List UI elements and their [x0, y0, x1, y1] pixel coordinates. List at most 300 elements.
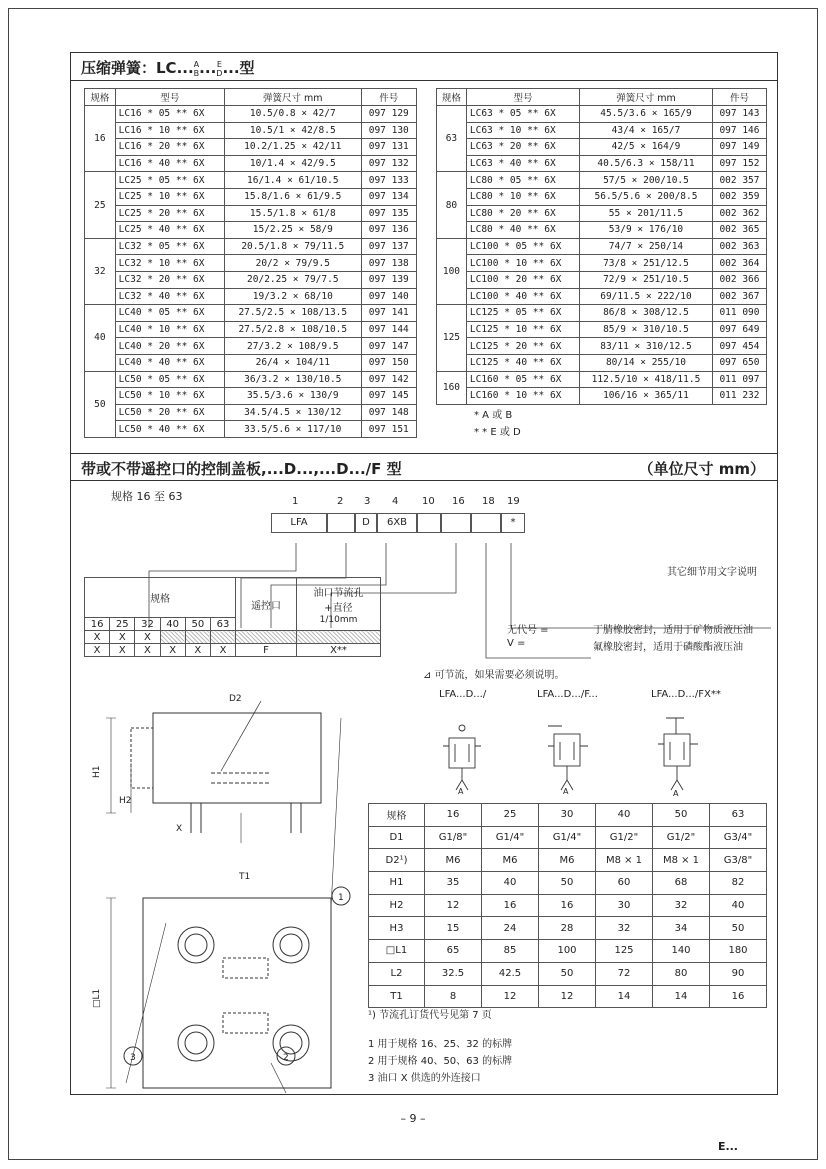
part-no-cell: 097 130: [361, 122, 417, 139]
note-e-d: * * E 或 D: [474, 427, 521, 438]
dim-cell: H2: [369, 894, 425, 917]
code-box: D: [355, 513, 377, 533]
table-row: [437, 139, 767, 156]
table-row: [437, 172, 767, 189]
dim-cell: 32: [653, 894, 710, 917]
dim-cell: 30: [539, 804, 596, 827]
unit-label: （单位尺寸 mm）: [638, 460, 765, 478]
table-row: [369, 940, 767, 963]
model-cell: LC125 * 05 ** 6X: [466, 305, 579, 322]
code-box: *: [501, 513, 525, 533]
content-frame: [70, 52, 778, 1095]
dim-cell: 63: [710, 804, 767, 827]
table-row: [85, 155, 417, 172]
model-cell: LC16 * 40 ** 6X: [115, 155, 224, 172]
dim-cell: 60: [596, 872, 653, 895]
dim-cell: 30: [596, 894, 653, 917]
table-row: [85, 139, 417, 156]
model-cell: LC25 * 40 ** 6X: [115, 222, 224, 239]
spring-dim-cell: 33.5/5.6 × 117/10: [225, 421, 361, 438]
model-cell: LC32 * 40 ** 6X: [115, 288, 224, 305]
model-cell: LC16 * 05 ** 6X: [115, 106, 224, 123]
spring-dim-cell: 112.5/10 × 418/11.5: [580, 371, 713, 388]
code-option-cell: X: [85, 631, 110, 644]
spring-dim-cell: 10.2/1.25 × 42/11: [225, 139, 361, 156]
code-option-cell: X: [135, 644, 160, 657]
model-cell: LC25 * 20 ** 6X: [115, 205, 224, 222]
table-row: [85, 338, 417, 355]
table-row: [369, 804, 767, 827]
dim-cell: G1/2": [596, 826, 653, 849]
code-size-cell: 63: [210, 618, 235, 631]
part-no-cell: 002 363: [712, 238, 766, 255]
dim-cell: G3/4": [710, 826, 767, 849]
model-cell: LC25 * 05 ** 6X: [115, 172, 224, 189]
part-no-cell: 002 367: [712, 288, 766, 305]
model-cell: LC100 * 20 ** 6X: [466, 271, 579, 288]
model-cell: LC63 * 05 ** 6X: [466, 106, 579, 123]
dim-cell: 125: [596, 940, 653, 963]
header-cell: 件号: [712, 89, 766, 106]
table-row: [437, 222, 767, 239]
spring-dim-cell: 20/2.25 × 79/7.5: [225, 271, 361, 288]
header-cell: 弹簧尺寸 mm: [580, 89, 713, 106]
part-no-cell: 097 131: [361, 139, 417, 156]
code-remote-header: 遥控口: [236, 578, 297, 631]
code-position-number: 18: [482, 496, 495, 507]
dim-cell: H1: [369, 872, 425, 895]
size-cell: 25: [85, 172, 116, 238]
code-size-header: 规格: [85, 578, 236, 618]
label-t1: T1: [239, 872, 251, 882]
dim-cell: □L1: [369, 940, 425, 963]
dim-cell: 100: [539, 940, 596, 963]
part-no-cell: 097 147: [361, 338, 417, 355]
code-position-number: 2: [337, 496, 344, 507]
code-orifice-cell: X**: [297, 644, 381, 657]
table-row: [437, 255, 767, 272]
dim-cell: M6: [539, 849, 596, 872]
dim-cell: G1/8": [425, 826, 482, 849]
code-size-cell: 16: [85, 618, 110, 631]
spring-dim-cell: 36/3.2 × 130/10.5: [225, 371, 361, 388]
table-row: [85, 238, 417, 255]
code-option-cell: [160, 631, 185, 644]
model-cell: LC50 * 10 ** 6X: [115, 388, 224, 405]
table-row: [85, 421, 417, 438]
model-cell: LC50 * 40 ** 6X: [115, 421, 224, 438]
code-option-cell: X: [185, 644, 210, 657]
spring-dim-cell: 16/1.4 × 61/10.5: [225, 172, 361, 189]
part-no-cell: 097 138: [361, 255, 417, 272]
dim-cell: 16: [539, 894, 596, 917]
table-row: [437, 388, 767, 405]
spring-dim-cell: 35.5/3.6 × 130/9: [225, 388, 361, 405]
part-no-cell: 097 136: [361, 222, 417, 239]
table-row: [437, 188, 767, 205]
corner-mark: E...: [717, 1140, 738, 1153]
table-row: [85, 222, 417, 239]
dim-cell: 82: [710, 872, 767, 895]
part-no-cell: 097 149: [712, 139, 766, 156]
throttle-note: ⊿ 可节流，如果需要必须说明。: [423, 670, 565, 681]
code-box: [471, 513, 501, 533]
label-x: X: [176, 824, 183, 834]
spring-table-right: [436, 88, 767, 405]
part-no-cell: 002 362: [712, 205, 766, 222]
table-row: [437, 106, 767, 123]
code-position-number: 19: [507, 496, 520, 507]
dim-cell: 80: [653, 962, 710, 985]
dim-cell: D2¹): [369, 849, 425, 872]
code-option-cell: X: [160, 644, 185, 657]
part-no-cell: 097 151: [361, 421, 417, 438]
code-size-cell: 32: [135, 618, 160, 631]
part-no-cell: 097 152: [712, 155, 766, 172]
footnote-item: 2 用于规格 40、50、63 的标牌: [368, 1056, 513, 1067]
table-row: [85, 106, 417, 123]
part-no-cell: 097 135: [361, 205, 417, 222]
part-no-cell: 097 139: [361, 271, 417, 288]
part-no-cell: 097 144: [361, 321, 417, 338]
spring-dim-cell: 15.8/1.6 × 61/9.5: [225, 188, 361, 205]
table-row: [369, 917, 767, 940]
spring-table-left: [84, 88, 417, 438]
other-details-label: 其它细节用文字说明: [667, 567, 757, 578]
model-cell: LC40 * 10 ** 6X: [115, 321, 224, 338]
spring-dim-cell: 40.5/6.3 × 158/11: [580, 155, 713, 172]
label-h1: H1: [92, 765, 102, 778]
page-number: – 9 –: [400, 1112, 426, 1125]
size-cell: 63: [437, 106, 467, 172]
header-cell: 型号: [115, 89, 224, 106]
dim-cell: 72: [596, 962, 653, 985]
table-row: [85, 305, 417, 322]
dim-cell: 28: [539, 917, 596, 940]
model-cell: LC125 * 40 ** 6X: [466, 354, 579, 371]
size-cell: 40: [85, 305, 116, 371]
model-cell: LC40 * 05 ** 6X: [115, 305, 224, 322]
model-cell: LC50 * 20 ** 6X: [115, 404, 224, 421]
table-row: [369, 872, 767, 895]
model-cell: LC32 * 05 ** 6X: [115, 238, 224, 255]
model-cell: LC40 * 40 ** 6X: [115, 354, 224, 371]
part-no-cell: 097 132: [361, 155, 417, 172]
code-position-number: 10: [422, 496, 435, 507]
table-row: [437, 288, 767, 305]
dim-cell: 40: [596, 804, 653, 827]
variant-symbols: [431, 708, 771, 798]
part-no-cell: 097 145: [361, 388, 417, 405]
model-cell: LC80 * 10 ** 6X: [466, 188, 579, 205]
table-row: [85, 354, 417, 371]
spring-dim-cell: 27.5/2.8 × 108/10.5: [225, 321, 361, 338]
table-row: [437, 371, 767, 388]
header-cell: 规格: [85, 89, 116, 106]
model-cell: LC80 * 05 ** 6X: [466, 172, 579, 189]
spring-dim-cell: 86/8 × 308/12.5: [580, 305, 713, 322]
dim-cell: 34: [653, 917, 710, 940]
model-cell: LC63 * 10 ** 6X: [466, 122, 579, 139]
model-cell: LC160 * 10 ** 6X: [466, 388, 579, 405]
table-row: [85, 172, 417, 189]
table-row: [369, 826, 767, 849]
label-l1: □L1: [92, 988, 102, 1008]
part-no-cell: 097 141: [361, 305, 417, 322]
spring-dim-cell: 34.5/4.5 × 130/12: [225, 404, 361, 421]
header-cell: 件号: [361, 89, 417, 106]
variant-label: LFA...D.../F...: [537, 689, 598, 700]
dim-cell: 68: [653, 872, 710, 895]
spring-dim-cell: 57/5 × 200/10.5: [580, 172, 713, 189]
spring-dim-cell: 10.5/1 × 42/8.5: [225, 122, 361, 139]
dim-cell: 50: [710, 917, 767, 940]
dim-cell: 15: [425, 917, 482, 940]
dim-cell: 90: [710, 962, 767, 985]
part-no-cell: 097 133: [361, 172, 417, 189]
model-cell: LC80 * 40 ** 6X: [466, 222, 579, 239]
spring-dim-cell: 20/2 × 79/9.5: [225, 255, 361, 272]
dim-cell: G1/4": [482, 826, 539, 849]
spring-dim-cell: 69/11.5 × 222/10: [580, 288, 713, 305]
seal-none-desc: 丁腈橡胶密封，适用于矿物质液压油: [593, 625, 753, 636]
table-row: [85, 255, 417, 272]
part-no-cell: 002 357: [712, 172, 766, 189]
model-cell: LC63 * 20 ** 6X: [466, 139, 579, 156]
dim-cell: 65: [425, 940, 482, 963]
table-row: [369, 894, 767, 917]
table-row: [85, 288, 417, 305]
part-no-cell: 002 364: [712, 255, 766, 272]
dim-cell: 42.5: [482, 962, 539, 985]
seal-v-code: V =: [507, 638, 526, 649]
part-no-cell: 097 150: [361, 354, 417, 371]
table-row: [369, 962, 767, 985]
spring-dim-cell: 10/1.4 × 42/9.5: [225, 155, 361, 172]
spring-dim-cell: 15.5/1.8 × 61/8: [225, 205, 361, 222]
part-no-cell: 097 140: [361, 288, 417, 305]
dim-cell: 32: [596, 917, 653, 940]
code-option-cell: X: [110, 644, 135, 657]
dim-cell: 16: [425, 804, 482, 827]
spring-dim-cell: 106/16 × 365/11: [580, 388, 713, 405]
table-row: [369, 985, 767, 1008]
part-no-cell: 097 649: [712, 321, 766, 338]
table-row: [437, 122, 767, 139]
code-table: [84, 577, 381, 657]
table-row: [437, 205, 767, 222]
code-option-cell: X: [210, 644, 235, 657]
dim-cell: 12: [482, 985, 539, 1008]
model-cell: LC32 * 10 ** 6X: [115, 255, 224, 272]
dim-cell: L2: [369, 962, 425, 985]
code-box: [441, 513, 471, 533]
code-orifice-cell: [297, 631, 381, 644]
spring-dim-cell: 80/14 × 255/10: [580, 354, 713, 371]
code-position-number: 3: [364, 496, 371, 507]
table-row: [437, 238, 767, 255]
spring-dim-cell: 85/9 × 310/10.5: [580, 321, 713, 338]
table-row: [85, 271, 417, 288]
dim-cell: 24: [482, 917, 539, 940]
code-option-cell: [185, 631, 210, 644]
model-cell: LC63 * 40 ** 6X: [466, 155, 579, 172]
spring-dim-cell: 74/7 × 250/14: [580, 238, 713, 255]
size-cell: 50: [85, 371, 116, 437]
dim-cell: D1: [369, 826, 425, 849]
part-no-cell: 011 090: [712, 305, 766, 322]
part-no-cell: 097 143: [712, 106, 766, 123]
part-no-cell: 097 129: [361, 106, 417, 123]
table-row: [85, 404, 417, 421]
model-cell: LC125 * 10 ** 6X: [466, 321, 579, 338]
dim-cell: 25: [482, 804, 539, 827]
spring-dim-cell: 73/8 × 251/12.5: [580, 255, 713, 272]
size-cell: 160: [437, 371, 467, 404]
spring-dim-cell: 45.5/3.6 × 165/9: [580, 106, 713, 123]
size-cell: 32: [85, 238, 116, 304]
dim-cell: 16: [482, 894, 539, 917]
spring-dim-cell: 42/5 × 164/9: [580, 139, 713, 156]
note-a-b: * A 或 B: [474, 410, 513, 421]
dim-cell: 85: [482, 940, 539, 963]
dim-cell: 50: [539, 962, 596, 985]
variant-label: LFA...D.../FX**: [651, 689, 721, 700]
port-a-3: A: [673, 789, 679, 798]
dim-cell: M8 × 1: [653, 849, 710, 872]
size-cell: 100: [437, 238, 467, 304]
size-cell: 16: [85, 106, 116, 172]
table-row: [85, 321, 417, 338]
spring-dim-cell: 26/4 × 104/11: [225, 354, 361, 371]
model-cell: LC32 * 20 ** 6X: [115, 271, 224, 288]
orifice-footnote: ¹) 节流孔订货代号见第 7 页: [368, 1010, 492, 1021]
table-row: [437, 354, 767, 371]
dim-cell: T1: [369, 985, 425, 1008]
size-cell: 125: [437, 305, 467, 371]
part-no-cell: 097 146: [712, 122, 766, 139]
code-box: [327, 513, 355, 533]
section1-title: 压缩弹簧：LC...A B...E D...型: [71, 53, 777, 81]
table-row: [85, 188, 417, 205]
dim-cell: 14: [653, 985, 710, 1008]
model-cell: LC16 * 20 ** 6X: [115, 139, 224, 156]
code-position-number: 16: [452, 496, 465, 507]
model-cell: LC50 * 05 ** 6X: [115, 371, 224, 388]
header-cell: 弹簧尺寸 mm: [225, 89, 361, 106]
model-cell: LC125 * 20 ** 6X: [466, 338, 579, 355]
code-option-cell: X: [110, 631, 135, 644]
model-cell: LC80 * 20 ** 6X: [466, 205, 579, 222]
dim-cell: M6: [425, 849, 482, 872]
port-a-2: A: [563, 787, 569, 796]
model-cell: LC100 * 10 ** 6X: [466, 255, 579, 272]
code-position-number: 1: [292, 496, 299, 507]
part-no-cell: 002 366: [712, 271, 766, 288]
dim-cell: G1/2": [653, 826, 710, 849]
dim-cell: 140: [653, 940, 710, 963]
dim-cell: 180: [710, 940, 767, 963]
label-d2: D2: [229, 694, 242, 704]
code-size-cell: 40: [160, 618, 185, 631]
part-no-cell: 011 232: [712, 388, 766, 405]
part-no-cell: 002 359: [712, 188, 766, 205]
spring-dim-cell: 72/9 × 251/10.5: [580, 271, 713, 288]
code-option-cell: X: [85, 644, 110, 657]
dim-cell: 50: [653, 804, 710, 827]
spring-dim-cell: 43/4 × 165/7: [580, 122, 713, 139]
code-orifice-header: 油口节流孔 +直径 1/10mm: [297, 578, 381, 631]
code-option-cell: X: [135, 631, 160, 644]
variant-label: LFA...D.../: [439, 689, 487, 700]
table-row: [437, 305, 767, 322]
dim-cell: 规格: [369, 804, 425, 827]
code-box: 6XB: [377, 513, 417, 533]
dim-cell: 40: [710, 894, 767, 917]
dim-cell: 12: [539, 985, 596, 1008]
spring-dim-cell: 56.5/5.6 × 200/8.5: [580, 188, 713, 205]
table-row: [437, 155, 767, 172]
label-h2: H2: [119, 796, 132, 806]
callout-2: 2: [283, 1053, 289, 1063]
spring-dim-cell: 20.5/1.8 × 79/11.5: [225, 238, 361, 255]
dimension-table: [368, 803, 767, 1008]
dim-cell: 35: [425, 872, 482, 895]
table-row: [85, 371, 417, 388]
part-no-cell: 011 097: [712, 371, 766, 388]
code-remote-cell: F: [236, 644, 297, 657]
cover-plate-drawing: [91, 683, 371, 1093]
spring-dim-cell: 15/2.25 × 58/9: [225, 222, 361, 239]
model-cell: LC40 * 20 ** 6X: [115, 338, 224, 355]
dim-cell: 40: [482, 872, 539, 895]
dim-cell: 32.5: [425, 962, 482, 985]
seal-none-code: 无代号 =: [507, 625, 549, 636]
header-cell: 规格: [437, 89, 467, 106]
table-row: [437, 338, 767, 355]
part-no-cell: 097 148: [361, 404, 417, 421]
code-box: LFA: [271, 513, 327, 533]
header-cell: 型号: [466, 89, 579, 106]
seal-v-desc: 氟橡胶密封，适用于磷酸酯液压油: [593, 642, 743, 653]
part-no-cell: 097 137: [361, 238, 417, 255]
code-position-number: 4: [392, 496, 399, 507]
table-row: [369, 849, 767, 872]
size-cell: 80: [437, 172, 467, 238]
code-size-cell: 50: [185, 618, 210, 631]
model-cell: LC160 * 05 ** 6X: [466, 371, 579, 388]
dim-cell: 50: [539, 872, 596, 895]
section2-title: 带或不带遥控口的控制盖板,...D...,...D.../F 型 （单位尺寸 mm）: [71, 453, 777, 481]
callout-1: 1: [338, 893, 344, 903]
model-cell: LC16 * 10 ** 6X: [115, 122, 224, 139]
code-option-cell: [210, 631, 235, 644]
model-cell: LC100 * 05 ** 6X: [466, 238, 579, 255]
part-no-cell: 097 650: [712, 354, 766, 371]
spring-dim-cell: 19/3.2 × 68/10: [225, 288, 361, 305]
table-row: [437, 321, 767, 338]
model-cell: LC25 * 10 ** 6X: [115, 188, 224, 205]
spring-dim-cell: 55 × 201/11.5: [580, 205, 713, 222]
part-no-cell: 097 454: [712, 338, 766, 355]
spring-dim-cell: 10.5/0.8 × 42/7: [225, 106, 361, 123]
dim-cell: 16: [710, 985, 767, 1008]
dim-cell: 8: [425, 985, 482, 1008]
callout-3: 3: [130, 1053, 136, 1063]
table-row: [85, 388, 417, 405]
spring-dim-cell: 27/3.2 × 108/9.5: [225, 338, 361, 355]
port-a-1: A: [458, 787, 464, 796]
